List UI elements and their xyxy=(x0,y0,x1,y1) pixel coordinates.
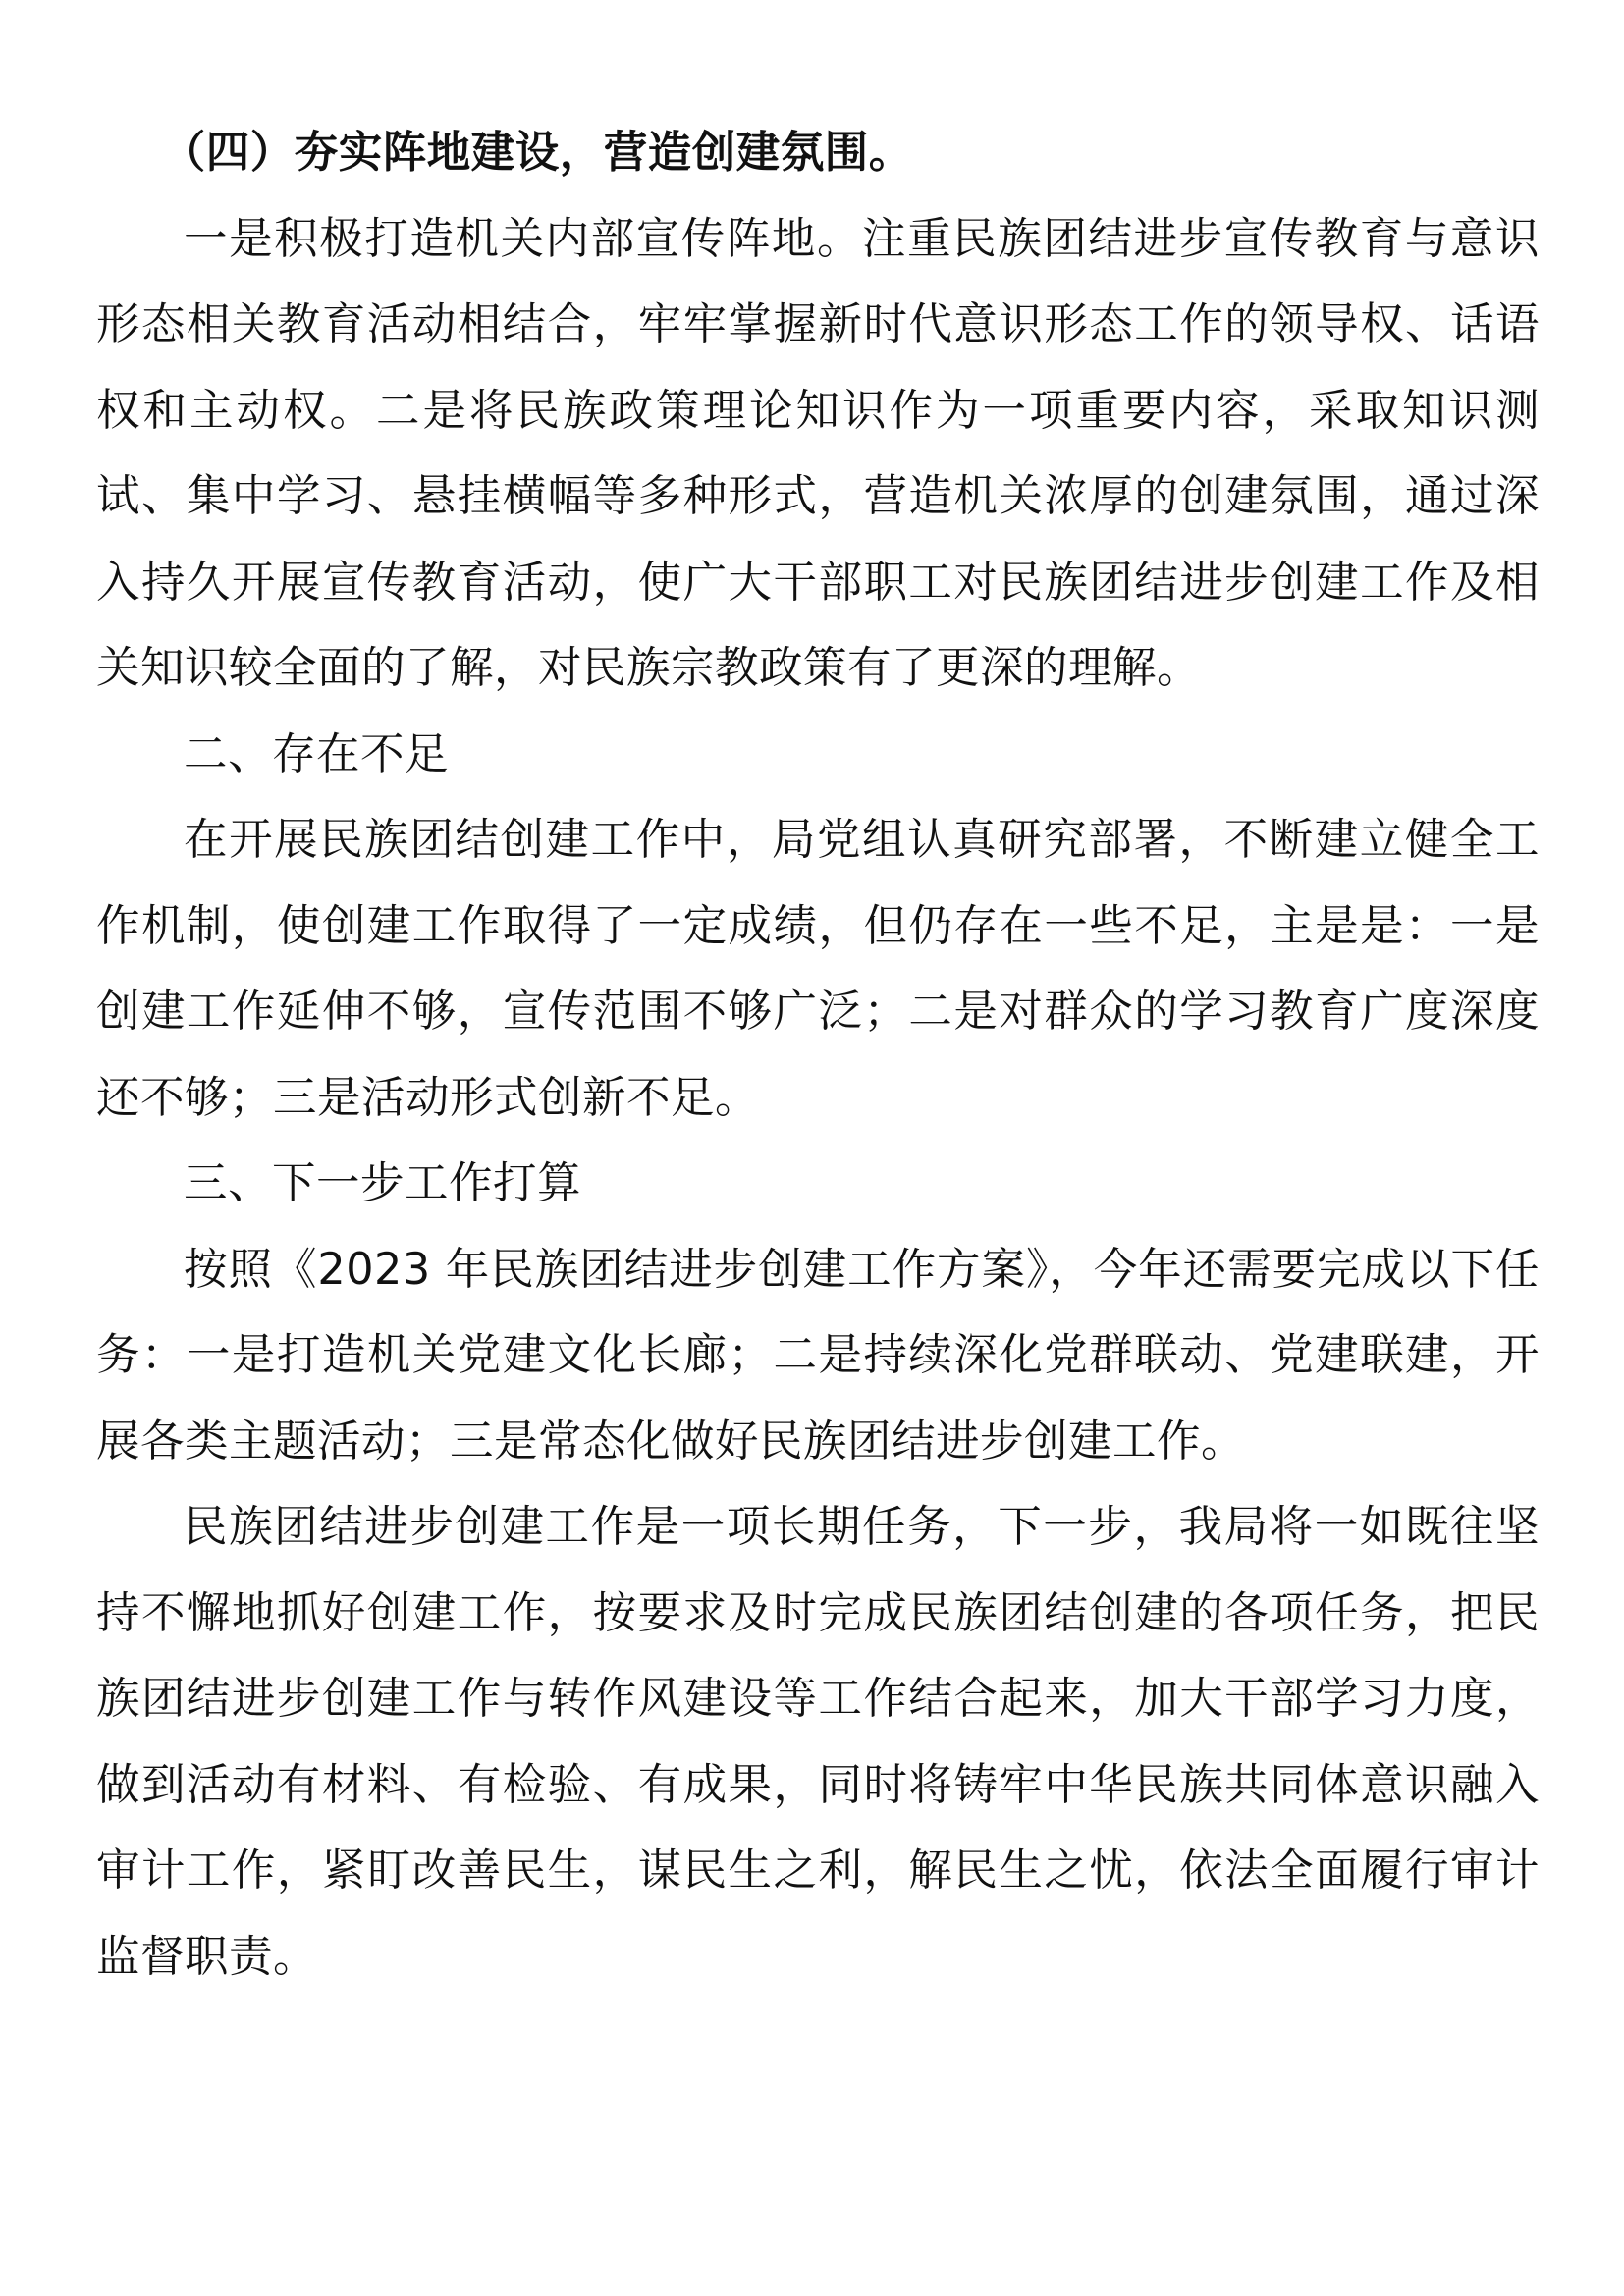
paragraph-shortcomings: 在开展民族团结创建工作中，局党组认真研究部署，不断建立健全工作机制，使创建工作取得了一定成绩，但仍存在一些不足，主是是：一是创建工作延伸不够，宣传范围不够广泛；二是对群众的学习教育广度深度还不够；三是活动形式创新不足。 xyxy=(96,815,1540,1123)
document-body xyxy=(96,110,1540,2000)
paragraph-plan-2023: 按照《2023 年民族团结进步创建工作方案》，今年还需要完成以下任务：一是打造机关党建文化长廊；二是持续深化党群联动、党建联建，开展各类主题活动；三是常态化做好民族团结进步创建工作。 xyxy=(96,1244,1540,1467)
paragraph-propaganda: 一是积极打造机关内部宣传阵地。注重民族团结进步宣传教育与意识形态相关教育活动相结合，牢牢掌握新时代意识形态工作的领导权、话语权和主动权。二是将民族政策理论知识作为一项重要内容，采取知识测试、集中学习、悬挂横幅等多种形式，营造机关浓厚的创建氛围，通过深入持久开展宣传教育活动，使广大干部职工对民族团结进步创建工作及相关知识较全面的了解，对民族宗教政策有了更深的理解。 xyxy=(96,213,1540,693)
section-heading-4: （四）夯实阵地建设，营造创建氛围。 xyxy=(161,128,913,178)
section-heading-shortcomings: 二、存在不足 xyxy=(184,728,450,779)
paragraph-conclusion: 民族团结进步创建工作是一项长期任务，下一步，我局将一如既往坚持不懈地抓好创建工作，按要求及时完成民族团结创建的各项任务，把民族团结进步创建工作与转作风建设等工作结合起来，加大干部学习力度，做到活动有材料、有检验、有成果，同时将铸牢中华民族共同体意识融入审计工作，紧盯改善民生，谋民生之利，解民生之忧，依法全面履行审计监督职责。 xyxy=(96,1502,1540,1982)
section-heading-next-steps: 三、下一步工作打算 xyxy=(184,1158,582,1208)
